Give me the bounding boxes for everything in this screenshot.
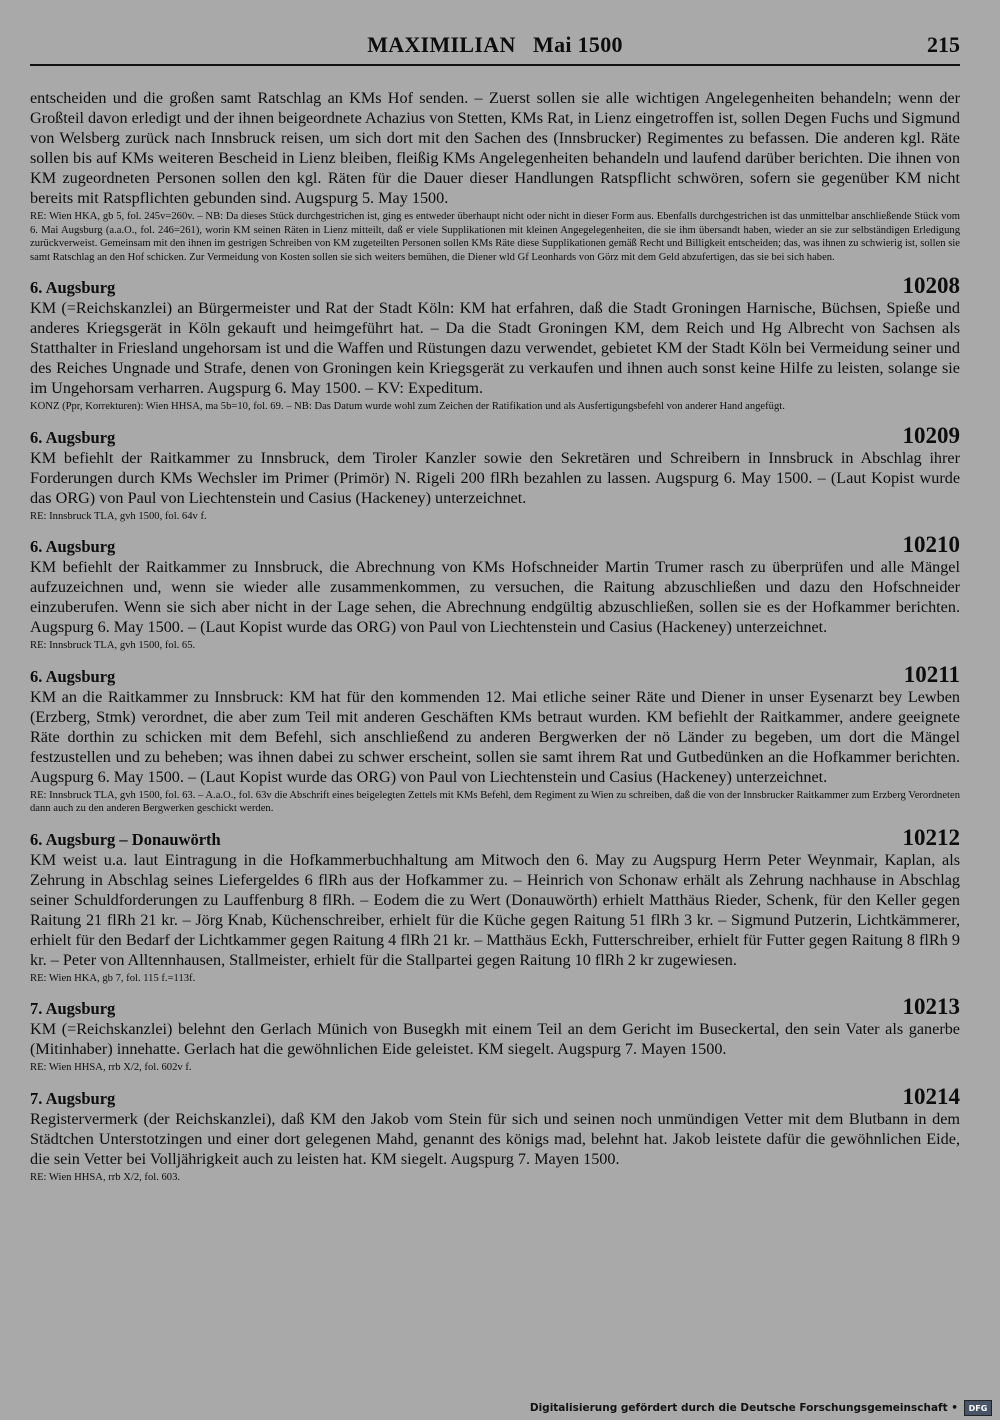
entry-header xyxy=(30,994,960,1019)
entry-note: RE: Wien HHSA, rrb X/2, fol. 603. xyxy=(30,1171,181,1183)
entry-10214 xyxy=(30,1083,960,1185)
entry-10208 xyxy=(30,273,960,414)
entry-note: RE: Innsbruck TLA, gvh 1500, fol. 64v f. xyxy=(30,510,207,522)
entry-10210 xyxy=(30,532,960,653)
entry-10213 xyxy=(30,994,960,1075)
entry-place: 6. Augsburg xyxy=(30,666,116,686)
entry-text: KM (=Reichskanzlei) an Bürgermeister und Rat der Stadt Köln: KM hat erfahren, daß die Stadt Groningen Harnische, Büchsen, Spieße und anderes Kriegsgerät in Köln gekauft und heimgeführt hat. – Da die Stadt Groningen KM, dem Reich und Hg Albrecht von Sachsen als Statthalter in Friesland ungehorsam ist und die Waffen und Rüstungen dazu verwendet, gebietet KM der Stadt Köln bei Vermeidung seiner und des Reiches Ungnade und Strafe, denen von Groningen kein Kriegsgerät zu verkaufen und ihnen auch sonst keine Hilfe zu leisten, solange sie im Ungehorsam verharren. Augspurg 6. May 1500. – KV: Expeditum. xyxy=(30,299,960,397)
entry-place: 7. Augsburg xyxy=(30,1088,116,1108)
entry-note: RE: Innsbruck TLA, gvh 1500, fol. 65. xyxy=(30,640,196,651)
intro-section xyxy=(30,88,960,264)
page-number: 215 xyxy=(927,32,960,57)
intro-note: RE: Wien HKA, gb 5, fol. 245v=260v. – NB: Da dieses Stück durchgestrichen ist, ging es entweder überhaupt nicht oder nicht in dieser Form aus. Ebenfalls durchgestrichen ist das unmittelbar anschließende Stück vom 6. Mai Augsburg (a.a.O., fol. 246=261), worin KM seinen Räten in Lienz mitteilt, daß er viele Supplikationen mit kleinen Angegelegenheiten, die sie ihm übersandt haben, wieder an sie zur selbständigen Erledigung zurückverweist. Gemeinsam mit den ihnen im gestrigen Schreiben von KM zugeteilten Personen sollen KMs Räte diese Supplikationen gemäß Recht und Billigkeit entscheiden; das, was ihnen zu schwierig ist, sollen sie samt Ratschlag an den Hof schicken. Zur Vermeidung von Kosten sollen sie sich weiters bemühen, die Diener wld Gf Leonhards von Görz mit dem Geld abzufertigen, das sie bei sich haben. xyxy=(30,211,960,263)
entry-10211 xyxy=(30,661,960,816)
entry-number: 10214 xyxy=(902,1083,960,1109)
entry-text: KM befiehlt der Raitkammer zu Innsbruck, die Abrechnung von KMs Hofschneider Martin Trumer rasch zu überprüfen und alle Mängel aufzuzeichnen und, wenn sie wieder alle zusammenkommen, zu versuchen, die Raitung abzuschließen und dazu den Hofschneider einzuberufen. Wenn sie sich aber nicht in der Lage sehen, die Abrechnung endgültig abzuschließen, sollen sie es der Hofkammer berichten. Augspurg 6. May 1500. – (Laut Kopist wurde das ORG) von Paul von Liechtenstein und Casius (Hackeney) unterzeichnet. xyxy=(30,558,960,636)
entry-number: 10210 xyxy=(902,532,960,557)
entry-note: RE: Innsbruck TLA, gvh 1500, fol. 63. – A.a.O., fol. 63v die Abschrift eines beigelegten Zettels mit KMs Befehl, dem Regiment zu Wien zu schreiben, daß die von der Innsbrucker Raitkammer zum Erzberg Verordneten dann auch zu den anderen Bergwerken geschickt werden. xyxy=(30,789,960,814)
entry-place: 6. Augsburg xyxy=(30,278,116,297)
main-text xyxy=(30,88,960,1184)
entry-header xyxy=(30,661,960,687)
entry-text: KM an die Raitkammer zu Innsbruck: KM hat für den kommenden 12. Mai etliche seiner Räte und Diener in unser Eysenarzt bey Lewben (Erzberg, Stmk) verordnet, die aber zum Teil mit anderen Geschäften KMs betraut wurden. KM befiehlt der Raitkammer, andere geeignete Räte dorthin zu schicken mit dem Befehl, sich anschließend zu anderen Bergwerken der nö Länder zu begeben, um dort die Mängel festzustellen und zu beheben; was ihnen dabei zu schwer erscheint, sollen sie samt ihrem Rat und Gutbedünken an die Hofkammer berichten. Augspurg 6. May 1500. – (Laut Kopist wurde das ORG) von Paul von Liechtenstein und Casius (Hackeney) unterzeichnet. xyxy=(30,687,960,786)
entry-note: RE: Wien HKA, gb 7, fol. 115 f.=113f. xyxy=(30,972,196,984)
dfg-logo: DFG xyxy=(964,1400,992,1416)
entry-text: KM (=Reichskanzlei) belehnt den Gerlach Münich von Busegkh mit einem Teil an dem Gericht im Buseckertal, den sein Vater als ganerbe (Mitinhaber) innehatte. Gerlach hat die gewöhnlichen Eide geleistet. KM siegelt. Augspurg 7. Mayen 1500. xyxy=(30,1020,960,1058)
entry-number: 10209 xyxy=(902,422,960,448)
entry-text: Registervermerk (der Reichskanzlei), daß KM den Jakob vom Stein für sich und seinen noch unmündigen Vetter mit dem Blutbann in dem Städtchen Unterstotzingen und einer dort gelegenen Mahd, genannt des königs mad, belehnt hat. Jakob leistete dafür die gewöhnlichen Eide, die sein Vetter bei Volljährigkeit auch zu leisten hat. KM siegelt. Augspurg 7. Mayen 1500. xyxy=(30,1109,960,1168)
entry-place: 7. Augsburg xyxy=(30,999,116,1018)
entry-number: 10211 xyxy=(903,661,960,687)
running-header xyxy=(30,30,960,66)
entry-header xyxy=(30,273,960,298)
entry-number: 10213 xyxy=(902,994,960,1019)
entry-header xyxy=(30,422,960,448)
entry-number: 10212 xyxy=(902,824,960,850)
entry-text: KM befiehlt der Raitkammer zu Innsbruck, dem Tiroler Kanzler sowie den Sekretären und Schreibern in Innsbruck in Abschlag ihrer Forderungen durch KMs Wechsler im Primer (Primör) N. Rigeli 200 flRh bezahlen zu lassen. Augspurg 6. May 1500. – (Laut Kopist wurde das ORG) von Paul von Liechtenstein und Casius (Hackeney) unterzeichnet. xyxy=(30,448,960,507)
entry-10212 xyxy=(30,824,960,986)
entry-place: 6. Augsburg – Donauwörth xyxy=(30,829,221,849)
entry-note: RE: Wien HHSA, rrb X/2, fol. 602v f. xyxy=(30,1062,192,1073)
entry-number: 10208 xyxy=(902,273,960,298)
entry-note: KONZ (Ppr, Korrekturen): Wien HHSA, ma 5b=10, fol. 69. – NB: Das Datum wurde wohl zum Zeichen der Ratifikation und als Ausfertigungsbefehl von anderer Hand angefügt. xyxy=(30,401,785,412)
funding-footer xyxy=(530,1400,992,1416)
entry-header xyxy=(30,532,960,557)
entry-10209 xyxy=(30,422,960,524)
entry-header xyxy=(30,824,960,850)
intro-paragraph: entscheiden und die großen samt Ratschlag an KMs Hof senden. – Zuerst sollen sie alle wichtigen Angelegenheiten behandeln; wenn der Großteil davon erledigt und der ihnen beigeordnete Achazius von Stetten, KMs Rat, in Lienz eingetroffen ist, sollen Degen Fuchs und Sigmund von Welsberg zurück nach Innsbruck reisen, um sich dort mit den Sachen des (Innsbrucker) Regimentes zu befassen. Die anderen kgl. Räte sollen bis auf KMs weiteren Bescheid in Lienz bleiben, fleißig KMs Angelegenheiten behandeln und laufend darüber berichten. Die ihnen von KM zugeordneten Personen sollen den kgl. Räten für die Dauer dieser Handlungen Ratspflicht schwören, sofern sie gegenüber KM nicht bereits mit Ratspflichten gebunden sind. Augspurg 5. May 1500. xyxy=(30,89,960,207)
entry-header xyxy=(30,1083,960,1109)
funding-text: Digitalisierung gefördert durch die Deutsche Forschungsgemeinschaft • xyxy=(529,1402,958,1414)
entry-text: KM weist u.a. laut Eintragung in die Hofkammerbuchhaltung am Mitwoch den 6. May zu Augspurg Herrn Peter Weynmair, Kaplan, als Zehrung in Abschlag seines Liefergeldes 6 flRh aus der Hofkammer zu. – Heinrich von Schonaw erhält als Zehrung nachhause in Abschlag seiner Schuldforderungen zu Lauffenburg 8 flRh. – Eodem die zu Wert (Donauwörth) erhielt Matthäus Rieder, Schenk, für den Keller gegen Raitung 21 flRh 21 kr. – Jörg Knab, Küchenschreiber, erhielt für die Küche gegen Raitung 51 flRh 3 kr. – Sigmund Putzerin, Lichtkämmerer, erhielt für den Bedarf der Lichtkammer gegen Raitung 4 flRh 21 kr. – Matthäus Eckh, Futterschreiber, erhielt für Futter gegen Raitung 8 flRh 9 kr. – Peter von Alltennhausen, Stallmeister, erhielt für die Stallpartei gegen Raitung 10 flRh 2 kr zugewiesen. xyxy=(30,850,960,969)
entry-place: 6. Augsburg xyxy=(30,537,116,556)
entry-place: 6. Augsburg xyxy=(30,427,116,447)
running-title: MAXIMILIAN Mai 1500 xyxy=(367,32,623,57)
